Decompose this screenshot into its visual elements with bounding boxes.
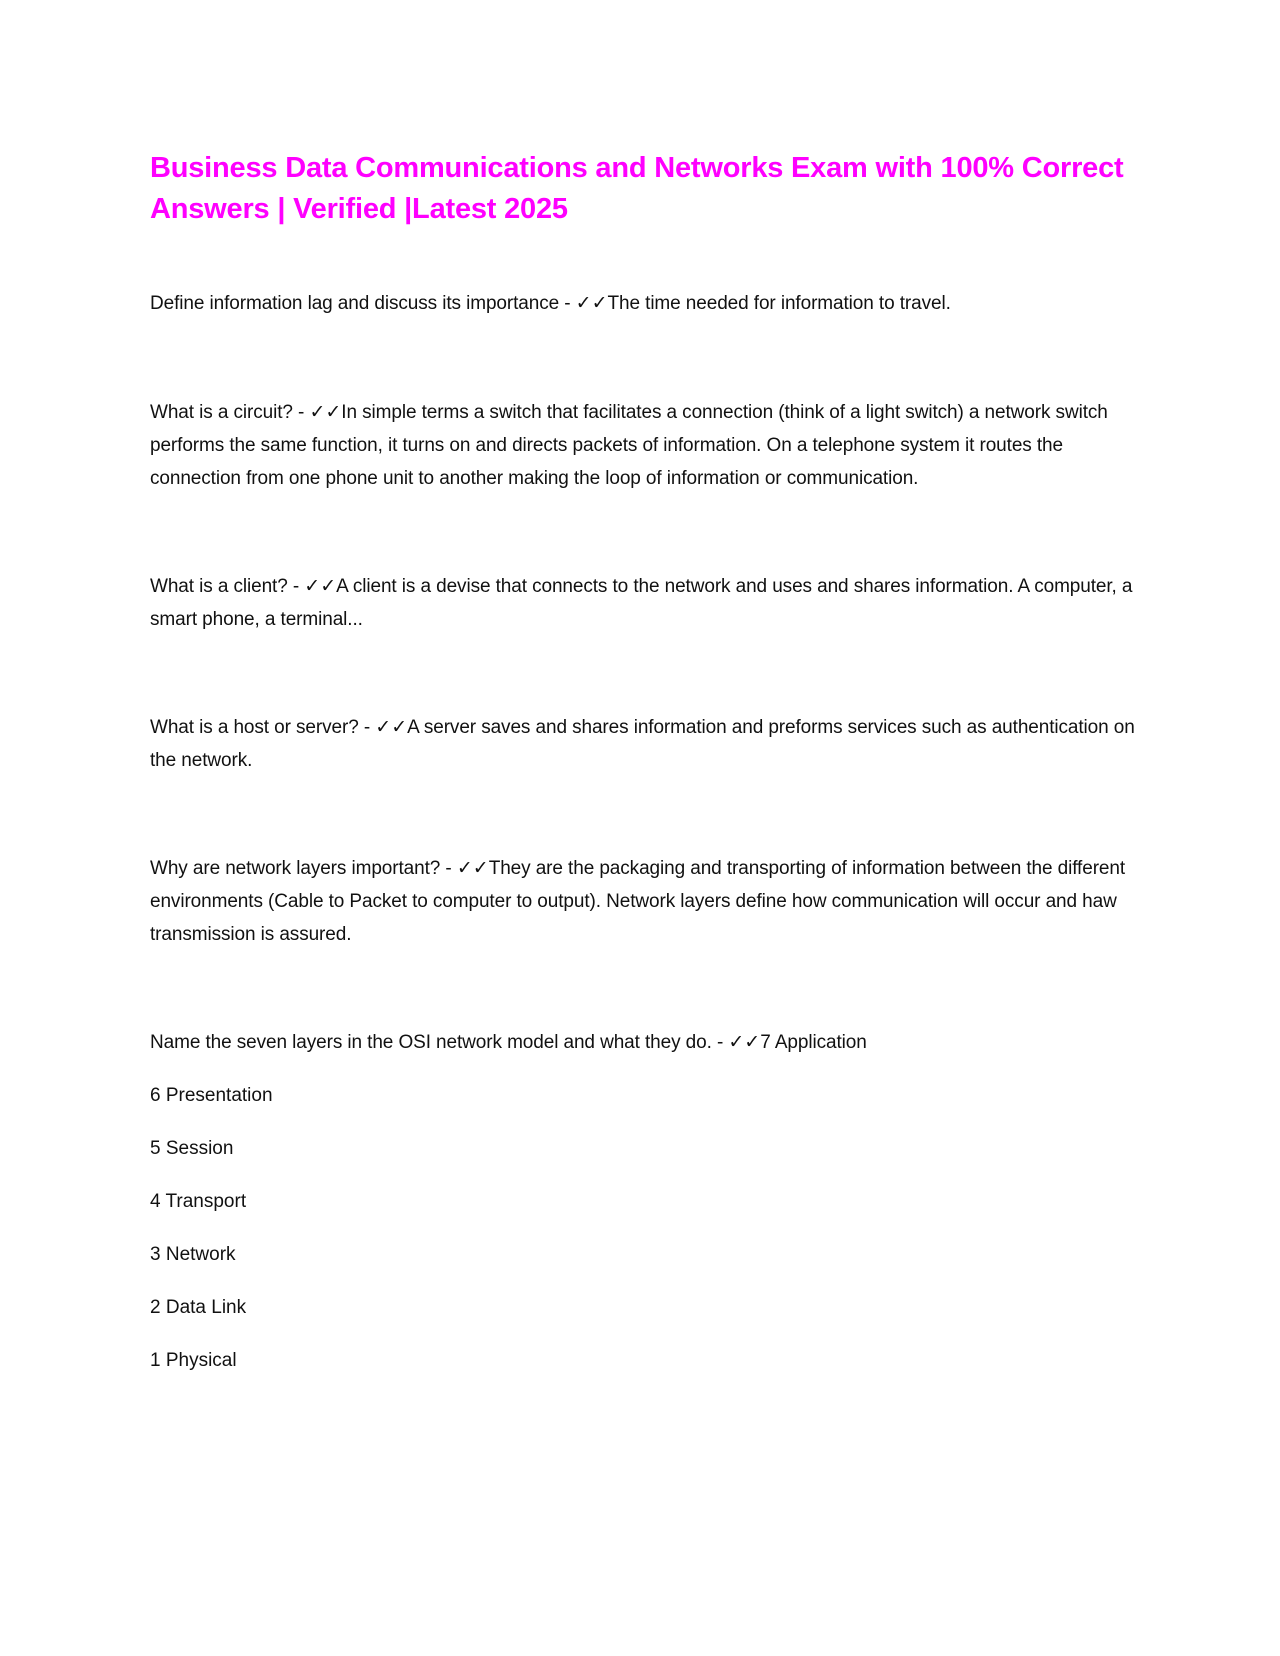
- qa-item-circuit: [150, 396, 1140, 495]
- double-checkmark-icon: ✓✓: [456, 858, 489, 879]
- double-checkmark-icon: ✓✓: [304, 576, 337, 597]
- double-checkmark-icon: ✓✓: [728, 1032, 761, 1053]
- question-text: What is a client? -: [150, 576, 305, 597]
- osi-layer-item: 3 Network: [150, 1244, 236, 1265]
- answer-text: A client is a devise that connects to the network and uses and shares information. A computer, a smart phone, a terminal...: [150, 576, 1133, 630]
- qa-item-osi-layers: [150, 1026, 1140, 1059]
- answer-text: In simple terms a switch that facilitates a connection (think of a light switch) a network switch performs the same function, it turns on and directs packets of information. On a telephone system it routes the connection from one phone unit to another making the loop of information or communication.: [150, 402, 1108, 489]
- qa-item-client: [150, 570, 1140, 636]
- question-text: What is a circuit? -: [150, 402, 310, 423]
- answer-text: 7 Application: [760, 1032, 867, 1053]
- answer-text: A server saves and shares information and preforms services such as authentication on the network.: [150, 717, 1135, 771]
- osi-layer-item: 6 Presentation: [150, 1085, 273, 1106]
- question-text: Define information lag and discuss its importance -: [150, 293, 576, 314]
- qa-item-information-lag: [150, 287, 1140, 320]
- osi-layer-item: 5 Session: [150, 1138, 234, 1159]
- answer-text: The time needed for information to travel.: [607, 293, 951, 314]
- double-checkmark-icon: ✓✓: [575, 293, 608, 314]
- double-checkmark-icon: ✓✓: [375, 717, 408, 738]
- document-content: [150, 148, 1140, 1397]
- osi-layer-list: [150, 1079, 1140, 1377]
- question-text: Why are network layers important? -: [150, 858, 457, 879]
- osi-layer-item: 4 Transport: [150, 1191, 247, 1212]
- question-text: What is a host or server? -: [150, 717, 376, 738]
- qa-item-network-layers: [150, 852, 1140, 951]
- osi-layer-item: 2 Data Link: [150, 1297, 247, 1318]
- question-text: Name the seven layers in the OSI network model and what they do. -: [150, 1032, 729, 1053]
- osi-layer-item: 1 Physical: [150, 1350, 237, 1371]
- answer-text: They are the packaging and transporting of information between the different environments (Cable to Packet to computer to output). Network layers define how communication will occur and haw transmission is assured.: [150, 858, 1126, 945]
- qa-item-host-server: [150, 711, 1140, 777]
- document-title: Business Data Communications and Networks Exam with 100% Correct Answers | Verified |Latest 2025: [150, 152, 1124, 225]
- double-checkmark-icon: ✓✓: [309, 402, 342, 423]
